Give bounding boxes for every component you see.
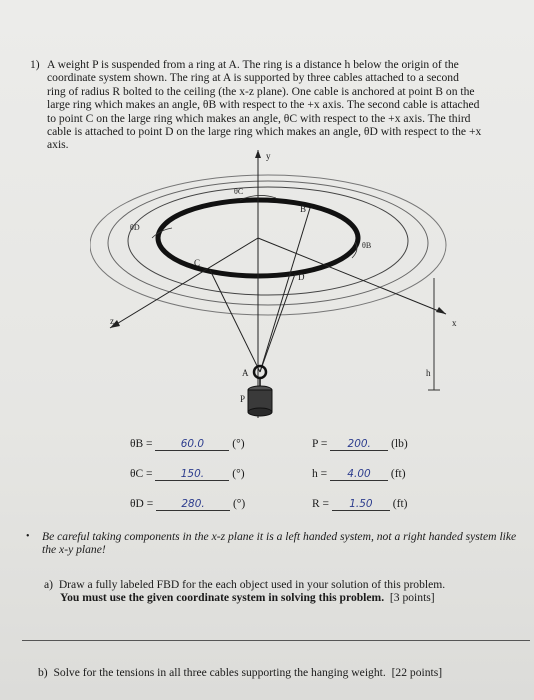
given-h: h = 4.00 (ft) [312, 468, 406, 480]
z-label: z [110, 316, 114, 326]
answer-value: 4.00 [347, 468, 371, 480]
problem-line: coordinate system shown. The ring at A is supported by three cables attached to a second [47, 71, 459, 85]
x-label: x [452, 318, 457, 328]
problem-number: 1) [30, 58, 40, 71]
problem-line: to point C on the large ring which makes an angle, θC with respect to the +x axis. The third [47, 111, 471, 125]
given-theta-b: θB = 60.0 (°) [130, 438, 245, 450]
cable-b [260, 208, 310, 372]
problem-line: axis. [47, 138, 69, 152]
point-c-label: C [194, 258, 201, 268]
problem-line: large ring which makes an angle, θB with respect to the +x axis. The second cable is attached [47, 98, 480, 112]
given-theta-d: θD = 280. (°) [130, 498, 246, 510]
answer-value: 280. [181, 498, 205, 510]
cable-d [260, 274, 295, 372]
part-a-text: Draw a fully labeled FBD for the each object used in your solution of this problem. [58, 578, 446, 591]
note-text: Be careful taking components in the x-z plane it is a left handed system, not a right handed system like the x-y plane! [42, 530, 517, 557]
part-a-label: a) [44, 578, 54, 591]
theta-c-label: θC [234, 187, 244, 196]
problem-line: ring of radius R bolted to the ceiling (the x-z plane). One cable is anchored at point B on the [47, 84, 475, 98]
answer-value: 200. [347, 438, 371, 450]
given-r: R = 1.50 (ft) [312, 498, 408, 510]
section-divider [22, 640, 530, 641]
part-a [44, 578, 524, 605]
left-handed-note [26, 530, 522, 557]
problem-line: A weight P is suspended from a ring at A. The ring is a distance h below the origin of the [47, 58, 459, 71]
given-p: P = 200. (lb) [312, 438, 408, 450]
part-a-bold: You must use the given coordinate system in solving this problem. [60, 591, 385, 605]
y-axis-arrow-icon [255, 150, 261, 158]
y-label: y [266, 151, 271, 161]
x-axis-arrow-icon [436, 307, 446, 314]
point-a-label: A [242, 368, 249, 378]
answer-value: 1.50 [349, 498, 373, 510]
part-b [38, 666, 528, 679]
bullet-icon: • [26, 531, 30, 542]
theta-b-label: θB [362, 241, 372, 250]
theta-d-label: θD [130, 223, 140, 232]
part-b-points: [22 points] [391, 666, 443, 679]
z-axis [110, 238, 258, 328]
point-d-label: D [298, 272, 305, 282]
part-b-text: Solve for the tensions in all three cables supporting the hanging weight. [53, 666, 386, 679]
problem-statement [30, 58, 518, 152]
cable-c [210, 270, 260, 372]
given-theta-c: θC = 150. (°) [130, 468, 245, 480]
h-label: h [426, 368, 431, 378]
answer-value: 60.0 [180, 438, 205, 450]
part-b-label: b) [38, 666, 48, 679]
ring-diagram [90, 150, 470, 420]
point-b-label: B [300, 204, 307, 214]
part-a-points: [3 points] [389, 591, 435, 605]
weight-label: P [240, 394, 246, 404]
weight-p [248, 386, 272, 416]
problem-line: cable is attached to point D on the large ring which makes an angle, θD with respect to the +x [47, 125, 482, 139]
answer-value: 150. [180, 468, 205, 480]
